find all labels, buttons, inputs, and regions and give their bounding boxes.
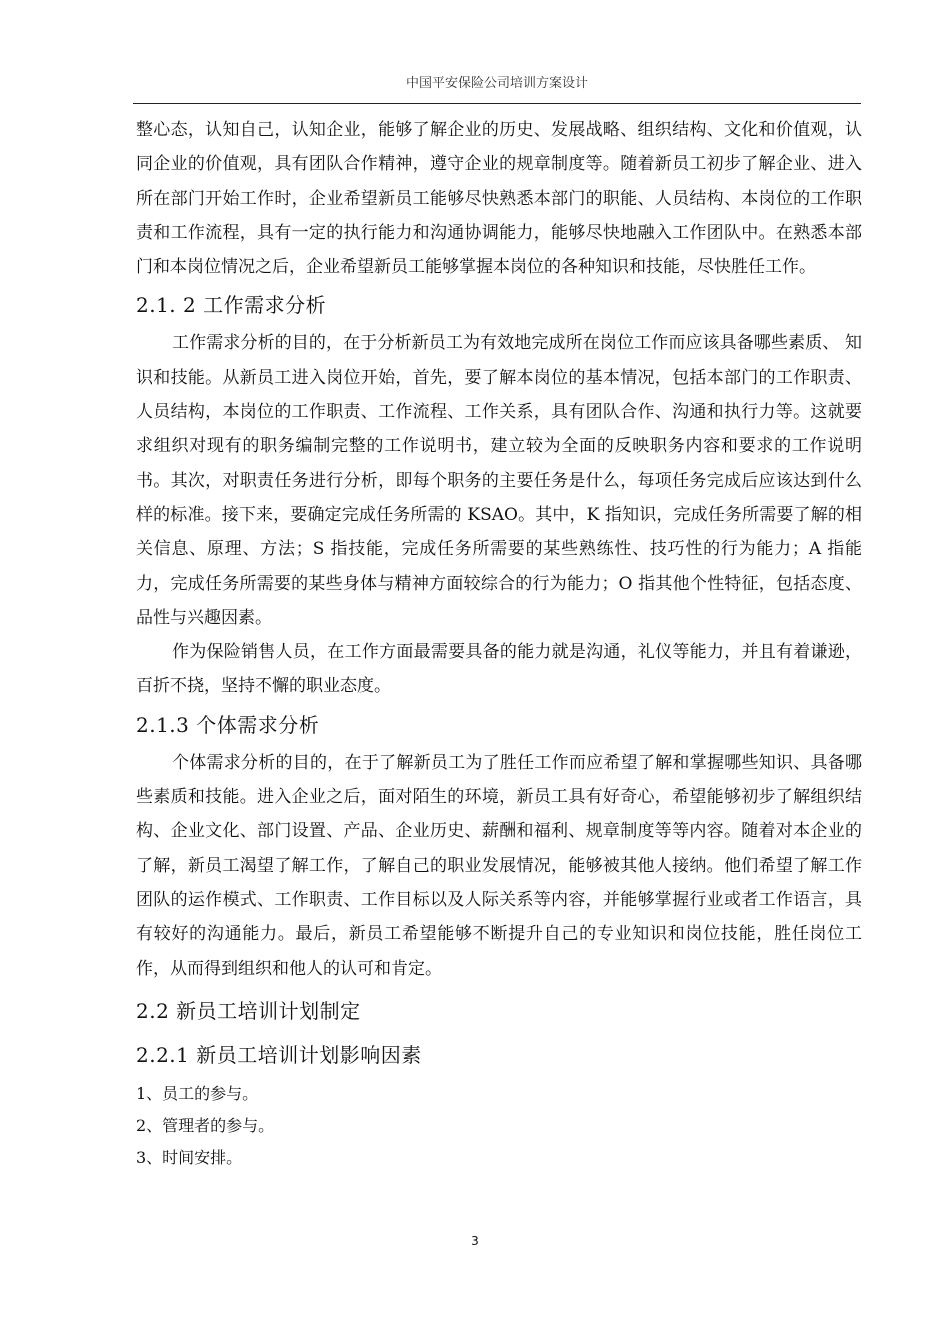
heading-2-2-1: 2.2.1 新员工培训计划影响因素 bbox=[136, 1042, 422, 1067]
paragraph-individual-needs: 个体需求分析的目的，在于了解新员工为了胜任工作而应希望了解和掌握哪些知识、具备哪些素质和技能。进入企业之后，面对陌生的环境，新员工具有好奇心，希望能够初步了解组织结构、企业文化、部门设置、产品、企业历史、薪酬和福利、规章制度等等内容。随着对本企业的了解，新员工渴望了解工作，了解自己的职业发展情况，能够被其他人接纳。他们希望了解工作团队的运作模式、工作职责、工作目标以及人际关系等内容，并能够掌握行业或者工作语言，具有较好的沟通能力。最后，新员工希望能够不断提升自己的专业知识和岗位技能，胜任岗位工作，从而得到组织和他人的认可和肯定。 bbox=[136, 752, 862, 979]
paragraph-work-needs-2: 作为保险销售人员，在工作方面最需要具备的能力就是沟通，礼仪等能力，并且有着谦逊，百折不挠，坚持不懈的职业态度。 bbox=[136, 642, 862, 697]
document-body bbox=[136, 113, 862, 1174]
heading-2-1-3: 2.1.3 个体需求分析 bbox=[136, 712, 320, 737]
heading-2-1-2: 2.1. 2 工作需求分析 bbox=[136, 293, 327, 318]
heading-2-2: 2.2 新员工培训计划制定 bbox=[136, 998, 361, 1023]
list-item: 2、管理者的参与。 bbox=[136, 1115, 275, 1135]
paragraph-work-needs-1: 工作需求分析的目的，在于分析新员工为有效地完成所在岗位工作而应该具备哪些素质、 知识和技能。从新员工进入岗位开始，首先，要了解本岗位的基本情况，包括本部门的工作职责、人员结构，本岗位的工作职责、工作流程、工作关系，具有团队合作、沟通和执行力等。这就要求组织对现有的职务编制完整的工作说明书，建立较为全面的反映职务内容和要求的工作说明书。其次，对职责任务进行分析，即每个职务的主要任务是什么，每项任务完成后应该达到什么样的标准。接下来，要确定完成任务所需的 KSAO。其中，K 指知识，完成任务所需要了解的相关信息、原理、方法；S 指技能，完成任务所需要的某些熟练性、技巧性的行为能力；A 指能力，完成任务所需要的某些身体与精神方面较综合的行为能力；O 指其他个性特征，包括态度、品性与兴趣因素。 bbox=[136, 333, 862, 628]
list-item: 1、员工的参与。 bbox=[136, 1083, 259, 1103]
list-item: 3、时间安排。 bbox=[136, 1147, 243, 1167]
factor-list bbox=[136, 1078, 862, 1174]
header-divider bbox=[133, 103, 861, 104]
page-number: 3 bbox=[471, 1234, 479, 1248]
intro-paragraph: 整心态，认知自己，认知企业，能够了解企业的历史、发展战略、组织结构、文化和价值观，认同企业的价值观，具有团队合作精神，遵守企业的规章制度等。随着新员工初步了解企业、进入所在部门开始工作时，企业希望新员工能够尽快熟悉本部门的职能、人员结构、本岗位的工作职责和工作流程，具有一定的执行能力和沟通协调能力，能够尽快地融入工作团队中。在熟悉本部门和本岗位情况之后，企业希望新员工能够掌握本岗位的各种知识和技能，尽快胜任工作。 bbox=[136, 120, 862, 278]
page-header-title: 中国平安保险公司培训方案设计 bbox=[405, 76, 588, 91]
